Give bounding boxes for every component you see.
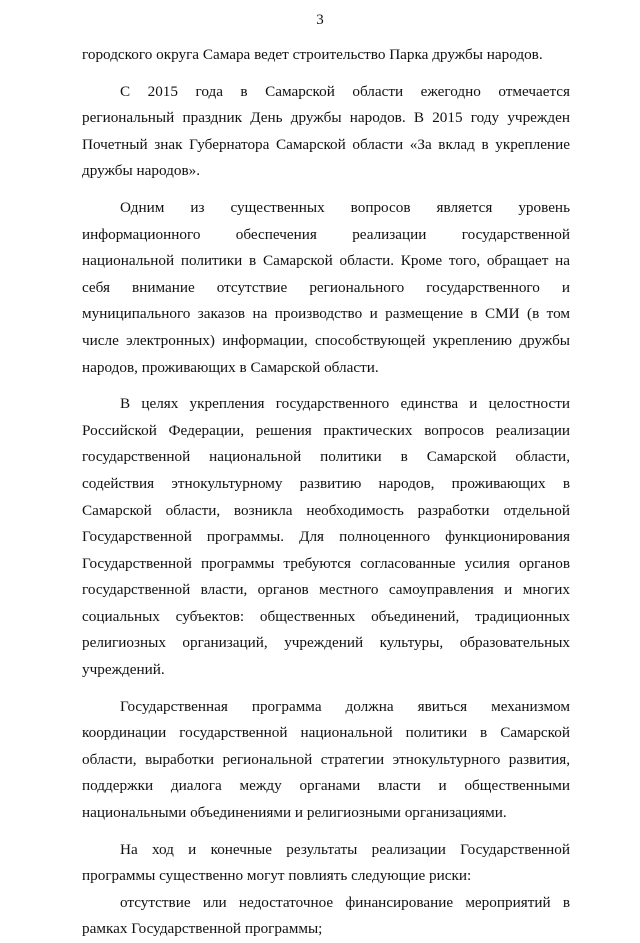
page-number: 3: [316, 12, 324, 28]
paragraph-information-support: Одним из существенных вопросов является уровень информационного обеспечения реализации государственной национальной политики в Самарской области. Кроме того, обращает на себя внимание отсутствие регионального государственного и муниципального заказов на производство и размещение в СМИ (в том числе электронных) информации, способствующей укреплению дружбы народов, проживающих в Самарской области.: [82, 198, 570, 376]
document-body: [82, 42, 570, 943]
paragraph-program-need: В целях укрепления государственного единства и целостности Российской Федерации, решения практических вопросов реализации государственной национальной политики в Самарской области, содействия этнокультурному развитию народов, проживающих в Самарской области, возникла необходимость разработки отдельной Государственной программы. Для полноценного функционирования Государственной программы требуются согласованные усилия органов государственной власти, органов местного самоуправления и многих социальных субъектов: общественных объединений, традиционных религиозных организаций, учреждений культуры, образовательных учреждений.: [82, 395, 570, 679]
paragraph-risks-intro: На ход и конечные результаты реализации Государственной программы существенно могут повлиять следующие риски:: [82, 840, 570, 885]
paragraph-program-mechanism: Государственная программа должна явиться механизмом координации государственной национальной политики в Самарской области, выработки региональной стратегии этнокультурного развития, поддержки диалога между органами власти и общественными национальными объединениями и религиозными организациями.: [82, 697, 570, 822]
paragraph-risk-funding: отсутствие или недостаточное финансирование мероприятий в рамках Государственной программы;: [82, 893, 570, 938]
paragraph-friendship-day: С 2015 года в Самарской области ежегодно отмечается региональный праздник День дружбы народов. В 2015 году учрежден Почетный знак Губернатора Самарской области «За вклад в укрепление дружбы народов».: [82, 82, 570, 180]
paragraph-continuation: городского округа Самара ведет строительство Парка дружбы народов.: [82, 46, 543, 63]
